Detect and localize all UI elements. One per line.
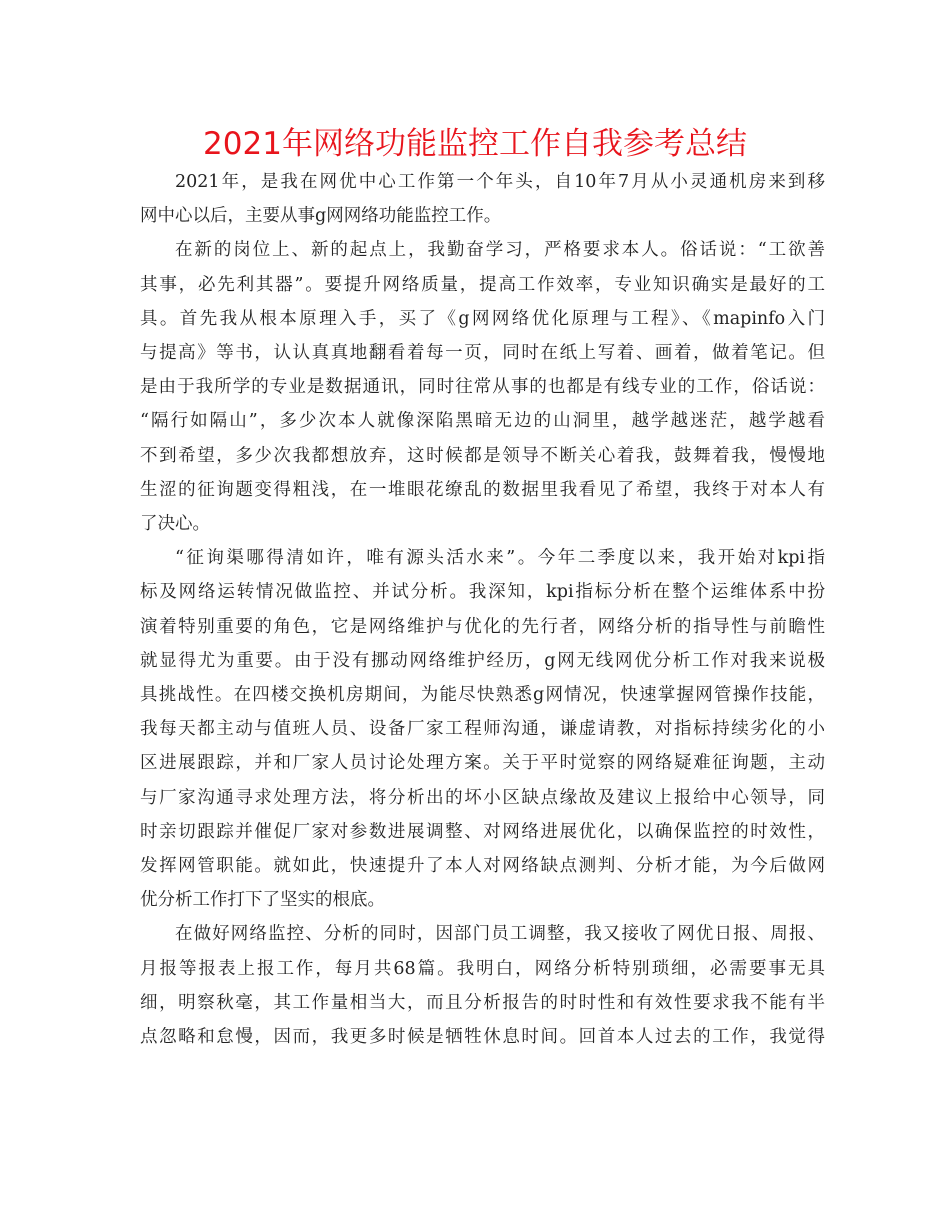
- text-line: 与厂家沟通寻求处理方法，将分析出的坏小区缺点缘故及建议上报给中心领导，同: [140, 787, 825, 808]
- document-title: 2021年网络功能监控工作自我参考总结: [203, 126, 747, 162]
- text-line: 具挑战性。在四楼交换机房期间，为能尽快熟悉g网情况，快速掌握网管操作技能，: [140, 685, 825, 706]
- text-line: 月报等报表上报工作，每月共68篇。我明白，网络分析特别琐细，必需要事无具: [140, 958, 825, 979]
- text-line: 生涩的征询题变得粗浅，在一堆眼花缭乱的数据里我看见了希望，我终于对本人有: [140, 479, 825, 500]
- text-line: “隔行如隔山”，多少次本人就像深陷黑暗无边的山洞里，越学越迷茫，越学越看: [140, 411, 825, 432]
- paragraph-3: [140, 541, 825, 917]
- text-line: 演着特别重要的角色，它是网络维护与优化的先行者，网络分析的指导性与前瞻性: [140, 616, 825, 637]
- paragraph-4: [140, 917, 825, 1054]
- text-line: 是由于我所学的专业是数据通讯，同时往常从事的也都是有线专业的工作，俗话说：: [140, 377, 825, 398]
- text-line: 我每天都主动与值班人员、设备厂家工程师沟通，谦虚请教，对指标持续劣化的小: [140, 719, 825, 740]
- text-line: 细，明察秋毫，其工作量相当大，而且分析报告的时时性和有效性要求我不能有半: [140, 992, 825, 1013]
- text-line: 发挥网管职能。就如此，快速提升了本人对网络缺点测判、分析才能，为今后做网: [140, 856, 825, 877]
- text-line: 其事，必先利其器”。要提升网络质量，提高工作效率，专业知识确实是最好的工: [140, 274, 825, 295]
- text-line: 网中心以后，主要从事g网网络功能监控工作。: [140, 206, 502, 227]
- text-line: 就显得尤为重要。由于没有挪动网络维护经历，g网无线网优分析工作对我来说极: [140, 650, 825, 671]
- text-line: 标及网络运转情况做监控、并试分析。我深知，kpi指标分析在整个运维体系中扮: [140, 582, 825, 603]
- text-line: 在做好网络监控、分析的同时，因部门员工调整，我又接收了网优日报、周报、: [175, 924, 825, 945]
- text-line: 具。首先我从根本原理入手，买了《g网网络优化原理与工程》、《mapinfo入门: [140, 308, 825, 329]
- text-line: 时亲切跟踪并催促厂家对参数进展调整、对网络进展优化，以确保监控的时效性，: [140, 821, 825, 842]
- document-body: [140, 165, 825, 1054]
- text-line: 与提高》等书，认认真真地翻看着每一页，同时在纸上写着、画着，做着笔记。但: [140, 343, 825, 364]
- paragraph-2: [140, 233, 825, 541]
- text-line: 区进展跟踪，并和厂家人员讨论处理方案。关于平时觉察的网络疑难征询题，主动: [140, 753, 825, 774]
- text-line: 点忽略和怠慢，因而，我更多时候是牺牲休息时间。回首本人过去的工作，我觉得: [140, 1027, 825, 1048]
- text-line: 2021年，是我在网优中心工作第一个年头，自10年7月从小灵通机房来到移: [175, 172, 825, 192]
- text-line: 优分析工作打下了坚实的根底。: [140, 890, 385, 911]
- text-line: 在新的岗位上、新的起点上，我勤奋学习，严格要求本人。俗话说：“工欲善: [175, 240, 825, 261]
- text-line: “征询渠哪得清如许，唯有源头活水来”。今年二季度以来，我开始对kpi指: [175, 548, 825, 569]
- paragraph-1: [140, 165, 825, 233]
- text-line: 不到希望，多少次我都想放弃，这时候都是领导不断关心着我，鼓舞着我，慢慢地: [140, 445, 825, 466]
- text-line: 了决心。: [140, 514, 210, 535]
